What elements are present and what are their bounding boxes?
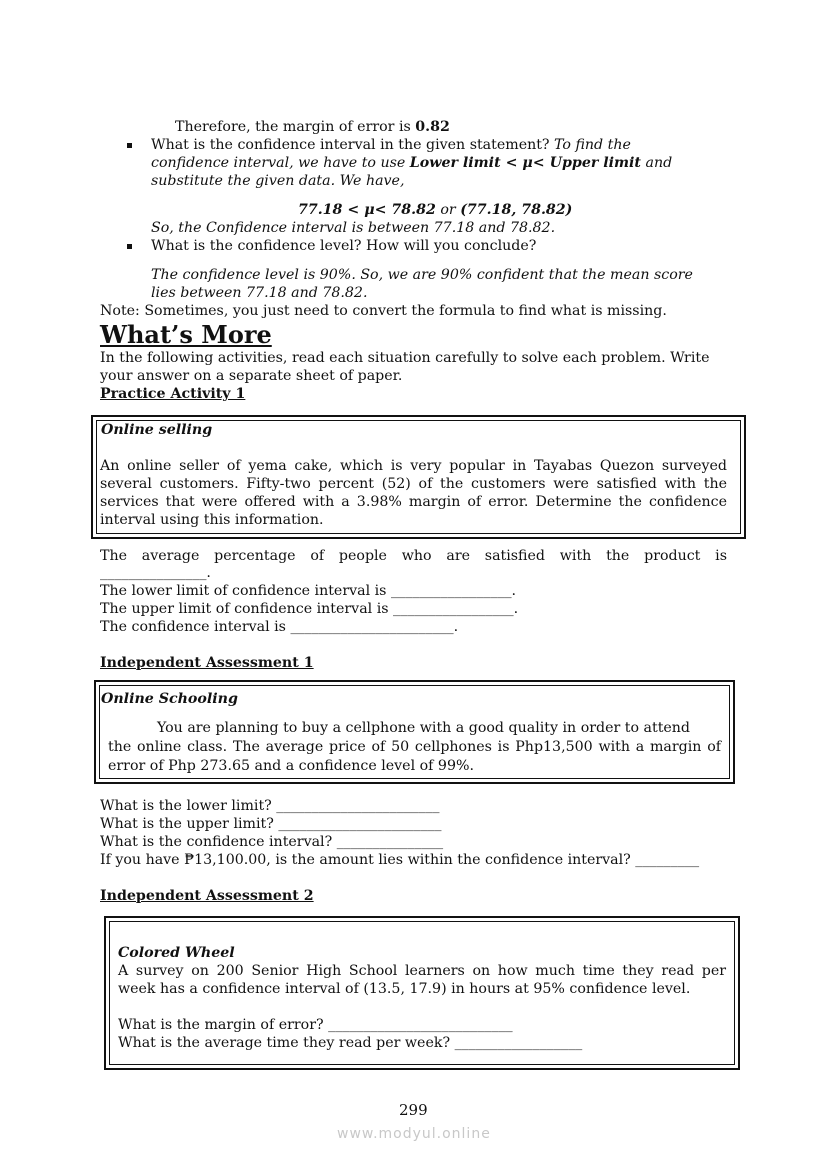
page-number: 299 xyxy=(399,1101,428,1119)
online-schooling-line2: the online class. The average price of 50 cellphones is Php13,500 with a margin of xyxy=(108,739,721,755)
note: Note: Sometimes, you just need to convert the formula to find what is missing. xyxy=(100,303,667,319)
online-schooling-line1: You are planning to buy a cellphone with a good quality in order to attend xyxy=(157,720,691,736)
bullet-icon xyxy=(127,244,132,249)
question-upper-limit: What is the upper limit? _______________________ xyxy=(100,816,442,832)
independent-assessment-2-label: Independent Assessment 2 xyxy=(100,888,314,904)
watermark: www.modyul.online xyxy=(337,1126,491,1142)
margin-of-error-line xyxy=(175,119,450,135)
text: What is the confidence interval in the given statement? xyxy=(151,137,555,153)
online-schooling-title: Online Schooling xyxy=(101,691,238,707)
bold-formula: Lower limit < μ< Upper limit xyxy=(409,155,641,171)
online-schooling-line3: error of Php 273.65 and a confidence level of 99%. xyxy=(108,758,474,774)
text: Therefore, the margin of error is xyxy=(175,119,416,135)
conclusion-line2: lies between 77.18 and 78.82. xyxy=(151,285,368,301)
question-margin-of-error: What is the margin of error? __________________________ xyxy=(118,1017,513,1033)
formula-or: or xyxy=(435,202,461,218)
question-average-percentage: The average percentage of people who are satisfied with the product is xyxy=(100,548,727,564)
question-confidence-interval: The confidence interval is _______________________. xyxy=(100,619,459,635)
colored-wheel-line1: A survey on 200 Senior High School learners on how much time they read per xyxy=(118,963,726,979)
section-heading: What’s More xyxy=(100,320,272,349)
formula xyxy=(298,202,572,218)
question-confidence-interval: What is the confidence interval? _______________ xyxy=(100,834,444,850)
italic-text: To find the xyxy=(554,137,631,153)
text: confidence interval, we have to use xyxy=(151,155,410,171)
online-selling-line2: several customers. Fifty-two percent (52) of the customers were satisfied with the xyxy=(100,476,727,492)
independent-assessment-1-label: Independent Assessment 1 xyxy=(100,655,314,671)
question-within-interval: If you have ₱13,100.00, is the amount lies within the confidence interval? _________ xyxy=(100,852,700,868)
question-lower-limit: The lower limit of confidence interval is _________________. xyxy=(100,583,517,599)
bullet-icon xyxy=(127,143,132,148)
colored-wheel-title: Colored Wheel xyxy=(118,945,235,961)
online-selling-line3: services that were offered with a 3.98% margin of error. Determine the confidence xyxy=(100,494,727,510)
online-selling-line4: interval using this information. xyxy=(100,512,324,528)
practice-activity-label: Practice Activity 1 xyxy=(100,386,246,402)
question-line2 xyxy=(151,155,672,171)
formula-a: 77.18 < μ< 78.82 xyxy=(298,202,436,218)
conclusion-line1: The confidence level is 90%. So, we are 90% confident that the mean score xyxy=(151,267,693,283)
question-confidence-interval xyxy=(151,137,631,153)
text: and xyxy=(641,155,673,171)
question-upper-limit: The upper limit of confidence interval is _________________. xyxy=(100,601,519,617)
question-average-time: What is the average time they read per week? __________________ xyxy=(118,1035,583,1051)
question-lower-limit: What is the lower limit? _______________________ xyxy=(100,798,440,814)
question-line3: substitute the given data. We have, xyxy=(151,173,405,189)
colored-wheel-line2: week has a confidence interval of (13.5, 17.9) in hours at 95% confidence level. xyxy=(118,981,691,997)
answer-blank: _______________. xyxy=(100,565,211,581)
intro-line1: In the following activities, read each situation carefully to solve each problem. Write xyxy=(100,350,710,366)
intro-line2: your answer on a separate sheet of paper. xyxy=(100,368,403,384)
bold-value: 0.82 xyxy=(415,119,450,135)
formula-b: (77.18, 78.82) xyxy=(460,202,573,218)
so-line: So, the Confidence interval is between 77.18 and 78.82. xyxy=(151,220,556,236)
question-confidence-level: What is the confidence level? How will you conclude? xyxy=(151,238,537,254)
online-selling-title: Online selling xyxy=(101,422,213,438)
online-selling-line1: An online seller of yema cake, which is very popular in Tayabas Quezon surveyed xyxy=(100,458,727,474)
